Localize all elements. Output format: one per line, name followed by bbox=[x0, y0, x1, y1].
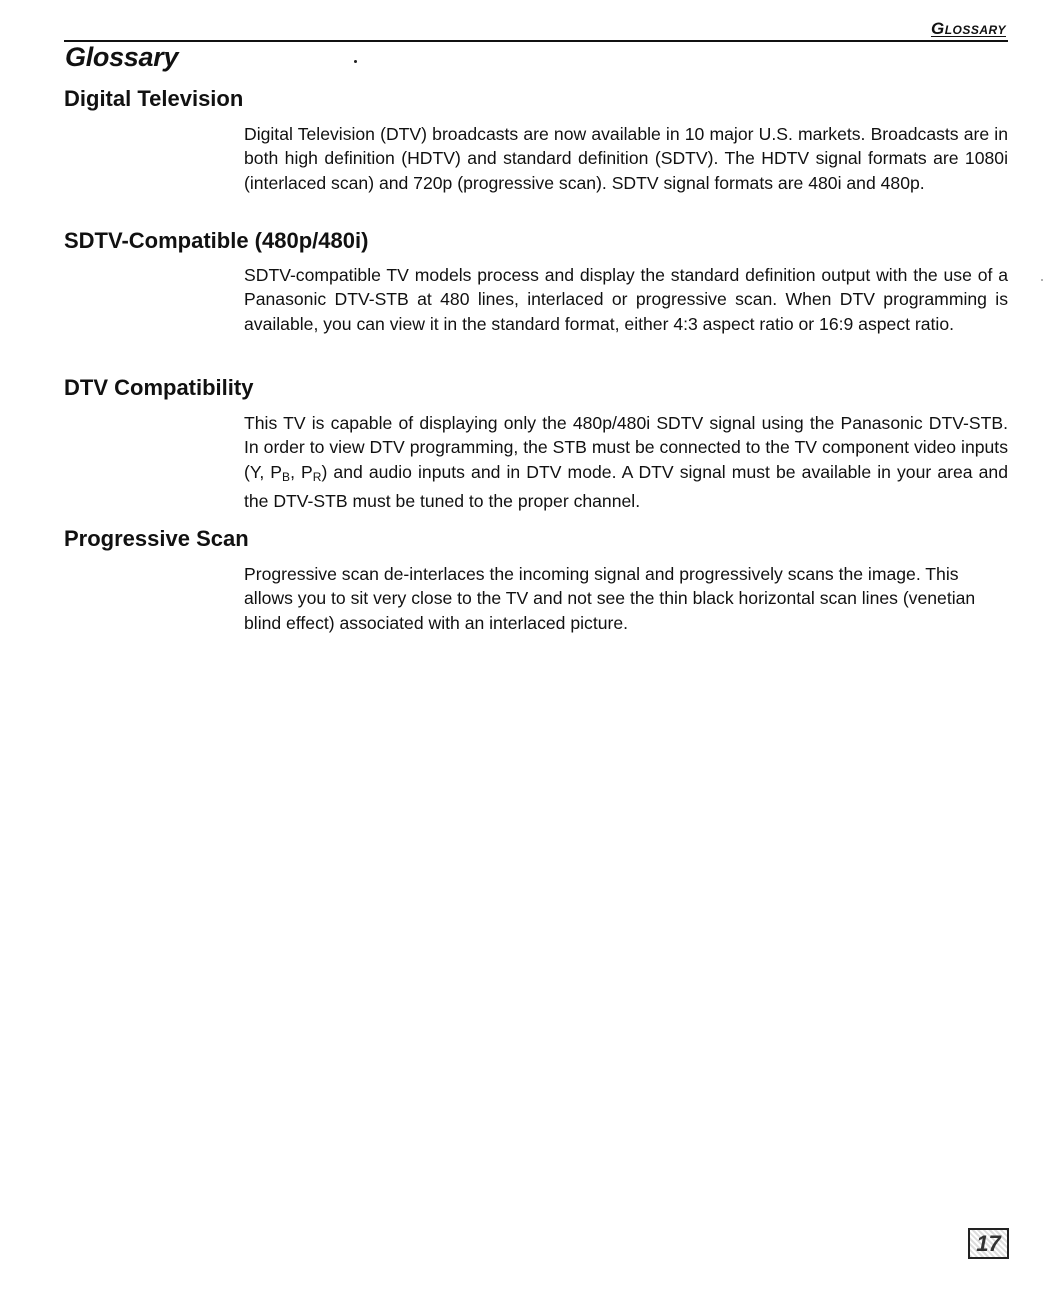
section-heading-digital-television: Digital Television bbox=[64, 86, 244, 111]
section-body-sdtv-compatible: SDTV-compatible TV models process and display the standard definition output with the use of a Panasonic DTV-STB at 480 lines, interlaced or progressive scan. When DTV programming is available, you can view it in the standard format, either 4:3 aspect ratio or 16:9 aspect ratio. bbox=[244, 265, 1008, 334]
subscript-r: R bbox=[312, 469, 322, 484]
stray-dot-mark bbox=[354, 60, 357, 63]
page-number-badge: 17 bbox=[968, 1228, 1009, 1259]
page-title: Glossary bbox=[65, 42, 179, 72]
section-heading-sdtv-compatible: SDTV-Compatible (480p/480i) bbox=[64, 228, 369, 253]
subscript-b: B bbox=[282, 469, 291, 484]
dtv-compat-text-part2: , P bbox=[290, 461, 313, 482]
section-body-digital-television: Digital Television (DTV) broadcasts are now available in 10 major U.S. markets. Broadcasts are in both high definition (HDTV) and standard definition (SDTV). The HDTV signal formats are 1080i (interlaced scan) and 720p (progressive scan). SDTV signal formats are 480i and 480p. bbox=[244, 124, 1008, 193]
section-heading-dtv-compatibility: DTV Compatibility bbox=[64, 375, 254, 400]
dtv-compat-text-part1: This TV is capable of displaying only the 480p/480i SDTV signal using the Panasonic DTV-STB. In order to view DTV programming, the STB must be connected to the TV component video inputs (Y, P bbox=[244, 413, 1008, 482]
section-body-progressive-scan: Progressive scan de-interlaces the incoming signal and progressively scans the image. This allows you to sit very close to the TV and not see the thin black horizontal scan lines (venetian blind effect) associated with an interlaced picture. bbox=[244, 564, 976, 633]
running-head: Glossary bbox=[930, 19, 1006, 38]
section-body-dtv-compatibility bbox=[244, 411, 1008, 513]
dtv-compat-text-part3: ) and audio inputs and in DTV mode. A DTV signal must be available in your area and the DTV-STB must be tuned to the proper channel. bbox=[244, 461, 1008, 511]
section-heading-progressive-scan: Progressive Scan bbox=[64, 526, 249, 551]
stray-dot-mark bbox=[1041, 279, 1043, 281]
header-rule bbox=[64, 40, 1008, 42]
